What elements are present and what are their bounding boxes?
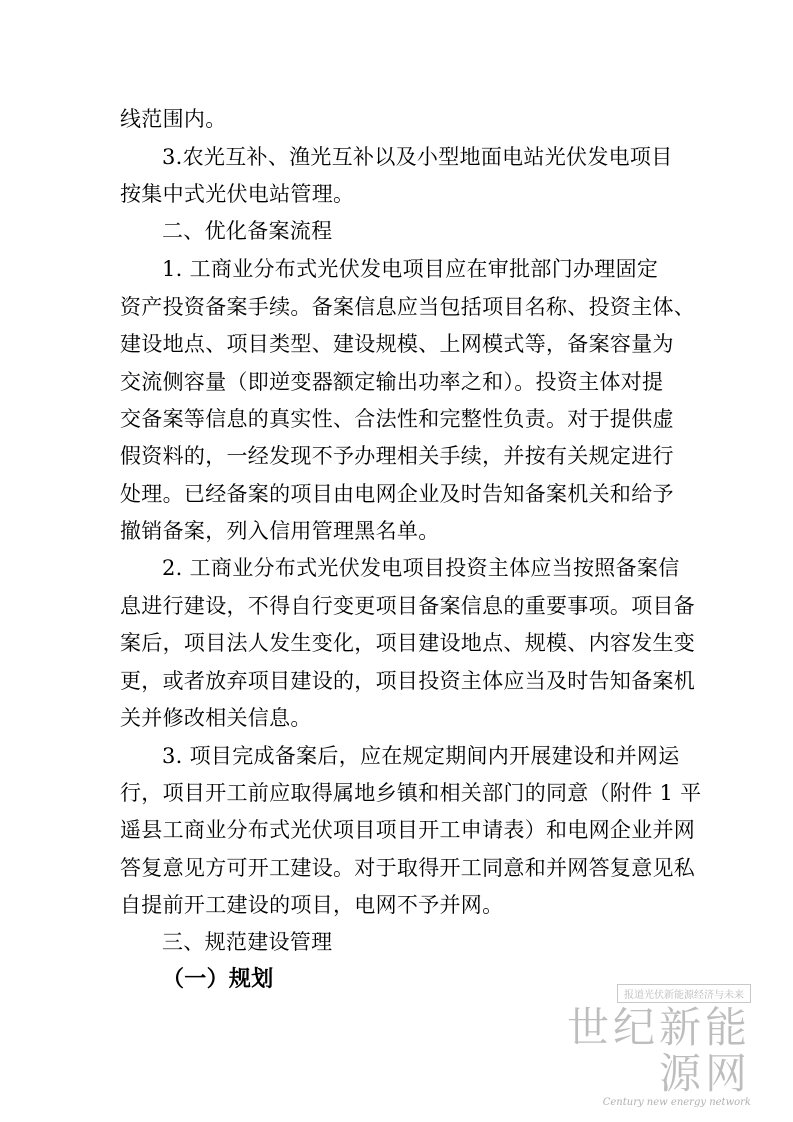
text-line: 资产投资备案手续。备案信息应当包括项目名称、投资主体、 (120, 295, 696, 319)
text-line: 遥县工商业分布式光伏项目项目开工申请表）和电网企业并网 (120, 818, 696, 842)
text-line: 交备案等信息的真实性、合法性和完整性负责。对于提供虚 (120, 407, 674, 431)
text-line: 息进行建设，不得自行变更项目备案信息的重要事项。项目备 (120, 594, 696, 618)
text-line: 自提前开工建设的项目，电网不予并网。 (120, 893, 504, 917)
text-line: 处理。已经备案的项目由电网企业及时告知备案机关和给予 (120, 482, 674, 506)
watermark-tag: 报道光伏新能源经济与未来 (617, 984, 751, 1003)
text-line: 建设地点、项目类型、建设规模、上网模式等，备案容量为 (120, 332, 674, 356)
text-line: 3. 项目完成备案后，应在规定期间内开展建设和并网运 (162, 744, 680, 768)
text-line: 更，或者放弃项目建设的，项目投资主体应当及时告知备案机 (120, 669, 696, 693)
text-line: 3.农光互补、渔光互补以及小型地面电站光伏发电项目 (162, 145, 673, 169)
text-line: 按集中式光伏电站管理。 (120, 182, 355, 206)
text-line: 线范围内。 (120, 107, 227, 131)
subsection-heading: （一）规划 (162, 966, 274, 992)
text-line: 2. 工商业分布式光伏发电项目投资主体应当按照备案信 (162, 556, 680, 580)
text-line: 交流侧容量（即逆变器额定输出功率之和）。投资主体对提 (120, 370, 664, 394)
text-line: 撤销备案，列入信用管理黑名单。 (120, 519, 440, 543)
text-line: 关并修改相关信息。 (120, 706, 312, 730)
section-heading: 二、优化备案流程 (162, 219, 333, 243)
watermark-english: Century new energy network (602, 1097, 751, 1108)
watermark (551, 983, 751, 1108)
text-line: 假资料的，一经发现不予办理相关手续，并按有关规定进行 (120, 444, 674, 468)
section-heading: 三、规范建设管理 (162, 930, 333, 954)
text-line: 行，项目开工前应取得属地乡镇和相关部门的同意（附件 1 平 (120, 781, 702, 805)
text-line: 案后，项目法人发生变化，项目建设地点、规模、内容发生变 (120, 631, 696, 655)
text-line: 答复意见方可开工建设。对于取得开工同意和并网答复意见私 (120, 856, 696, 880)
watermark-logo: 世纪新能源网 (566, 1003, 751, 1098)
text-line: 1. 工商业分布式光伏发电项目应在审批部门办理固定 (162, 257, 659, 281)
